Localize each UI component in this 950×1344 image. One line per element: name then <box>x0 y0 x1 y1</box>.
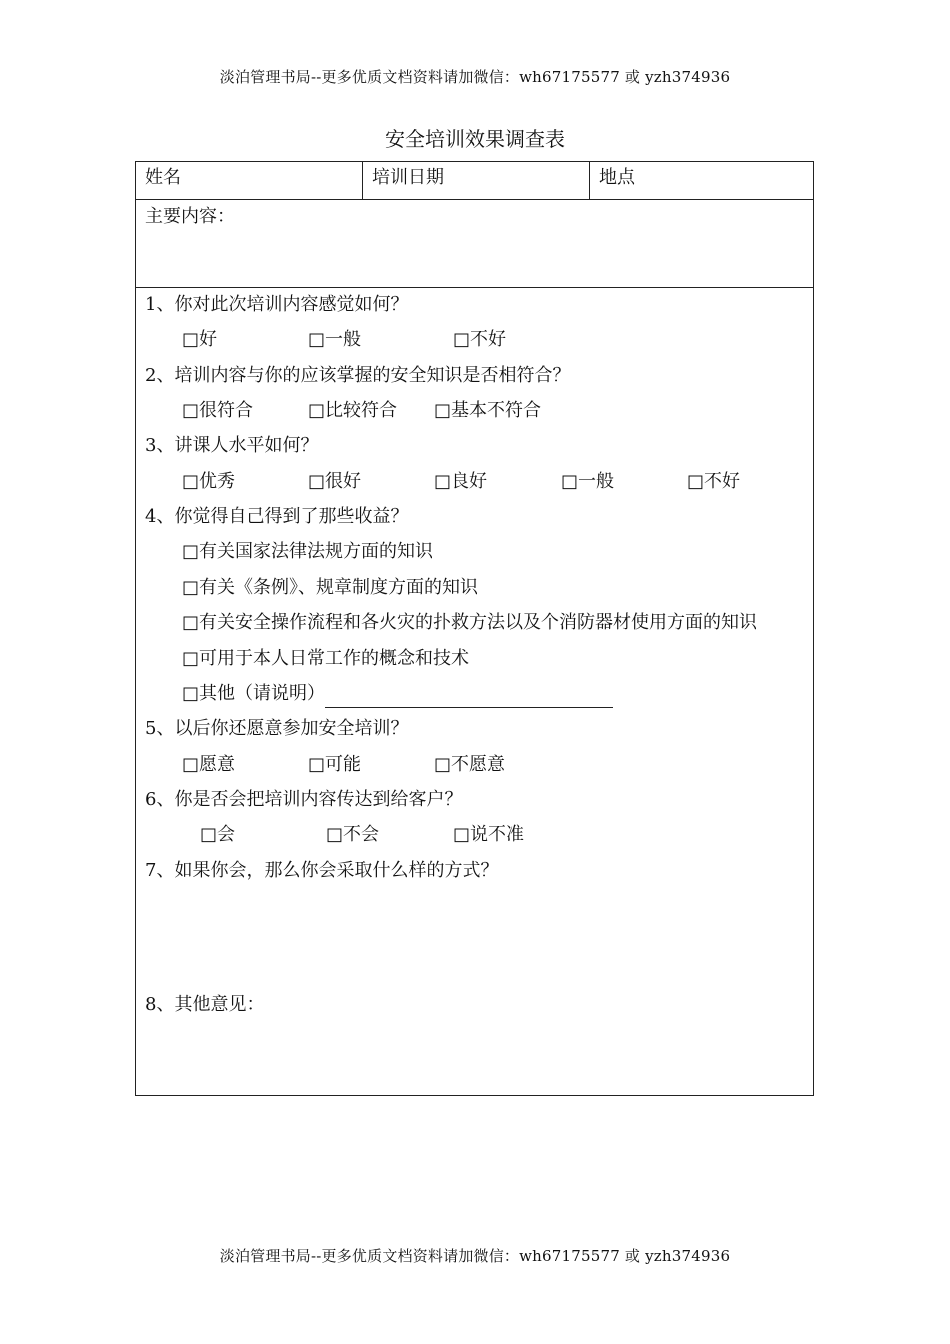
option-checkbox[interactable]: □不好 <box>687 471 741 492</box>
option-checkbox[interactable]: □其他（请说明） <box>182 683 326 704</box>
other-explain-blank[interactable] <box>325 685 613 708</box>
option-checkbox[interactable]: □愿意 <box>182 754 236 775</box>
question-5: 5、以后你还愿意参加安全培训？ <box>145 718 409 739</box>
option-checkbox[interactable]: □很符合 <box>182 400 254 421</box>
content-label: 主要内容： <box>145 206 235 227</box>
question-7: 7、如果你会，那么你会采取什么样的方式？ <box>145 860 499 881</box>
option-checkbox[interactable]: □有关安全操作流程和各火灾的扑救方法以及个消防器材使用方面的知识 <box>182 612 758 633</box>
date-cell[interactable]: 培训日期 <box>363 162 590 199</box>
question-3: 3、讲课人水平如何？ <box>145 435 319 456</box>
other-option-row <box>182 680 613 708</box>
question-6: 6、你是否会把培训内容传达到给客户？ <box>145 789 463 810</box>
content-row[interactable] <box>136 199 813 288</box>
option-checkbox[interactable]: □比较符合 <box>308 400 398 421</box>
option-checkbox[interactable]: □良好 <box>434 471 488 492</box>
option-checkbox[interactable]: □不愿意 <box>434 754 506 775</box>
page-footer: 淡泊管理书局--更多优质文档资料请加微信：wh67175577 或 yzh374936 <box>219 1247 731 1265</box>
option-checkbox[interactable]: □可用于本人日常工作的概念和技术 <box>182 648 470 669</box>
question-4: 4、你觉得自己得到了那些收益？ <box>145 506 409 527</box>
survey-form <box>135 161 814 1096</box>
option-checkbox[interactable]: □有关国家法律法规方面的知识 <box>182 541 434 562</box>
name-cell[interactable]: 姓名 <box>136 162 363 199</box>
option-checkbox[interactable]: □很好 <box>308 471 362 492</box>
option-checkbox[interactable]: □一般 <box>561 471 615 492</box>
question-2: 2、培训内容与你的应该掌握的安全知识是否相符合？ <box>145 365 571 386</box>
option-checkbox[interactable]: □一般 <box>308 329 362 350</box>
option-checkbox[interactable]: □不会 <box>326 824 380 845</box>
option-checkbox[interactable]: □优秀 <box>182 471 236 492</box>
option-checkbox[interactable]: □会 <box>200 824 236 845</box>
option-checkbox[interactable]: □不好 <box>453 329 507 350</box>
page-header: 淡泊管理书局--更多优质文档资料请加微信：wh67175577 或 yzh374936 <box>219 68 731 86</box>
option-checkbox[interactable]: □可能 <box>308 754 362 775</box>
info-row <box>136 162 813 200</box>
question-8: 8、其他意见： <box>145 994 265 1015</box>
option-checkbox[interactable]: □有关《条例》、规章制度方面的知识 <box>182 577 479 598</box>
place-cell[interactable]: 地点 <box>599 167 635 188</box>
option-checkbox[interactable]: □基本不符合 <box>434 400 542 421</box>
option-checkbox[interactable]: □好 <box>182 329 218 350</box>
option-checkbox[interactable]: □说不准 <box>453 824 525 845</box>
page-title: 安全培训效果调查表 <box>385 127 565 151</box>
question-1: 1、你对此次培训内容感觉如何？ <box>145 294 409 315</box>
